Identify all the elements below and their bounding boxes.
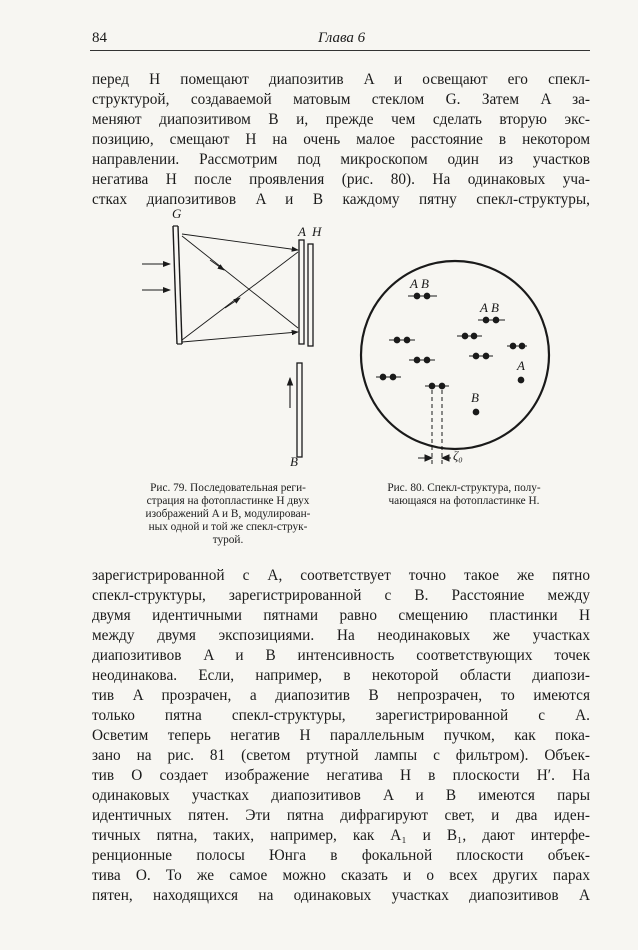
header-rule xyxy=(90,50,590,51)
text-line: зарегистрированной с A, соответствует точно такое же пятно xyxy=(92,567,590,584)
caption-line: чающаяся на фотопластинке H. xyxy=(388,495,540,507)
text-line: пятен, находящихся на одинаковых участках диапозитивов A xyxy=(92,887,590,904)
plate-a xyxy=(299,240,304,344)
caption-line: ных одной и той же спекл-струк- xyxy=(148,521,308,533)
text-line: направлении. Рассмотрим под микроскопом один из участков xyxy=(92,151,590,168)
caption-line: страция на фотопластинке H двух xyxy=(146,495,310,507)
caption-line: Рис. 79. Последовательная реги- xyxy=(150,482,306,494)
text-line: тива O. То же самое можно сказать и о всех других парах xyxy=(92,867,590,884)
caption-figure-79 xyxy=(114,482,342,547)
paragraph-top xyxy=(92,70,590,210)
microscope-field xyxy=(361,261,549,449)
text-line: позицию, смещают H на очень малое расстояние в некотором xyxy=(92,131,590,148)
displacement-guides xyxy=(432,390,442,464)
ground-glass-plate xyxy=(173,226,182,344)
label-b-single: B xyxy=(471,390,479,405)
text-line: стках диапозитивов A и B каждому пятну спекл-структуры, xyxy=(92,191,590,208)
label-h: H xyxy=(312,224,322,239)
text-line: двумя идентичными пятнами равно смещению пластинки H xyxy=(92,607,590,624)
text-line: только пятна спекл-структуры, зарегистрированной с A. xyxy=(92,707,590,724)
paragraph-bottom xyxy=(92,566,590,906)
text-line: Осветим теперь негатив H параллельным пучком, как пока- xyxy=(92,727,590,744)
speckle-pairs xyxy=(376,293,527,415)
text-line: спекл-структуры, зарегистрированной с B. Расстояние между xyxy=(92,587,590,604)
figure-79-svg xyxy=(130,200,340,475)
text-line: тичных пятна, таких, например, как A₁ и B₁, дают интерфе- xyxy=(92,827,590,844)
text-line: структурой, создаваемой матовым стеклом G. Затем A за- xyxy=(92,91,590,108)
chapter-title: Глава 6 xyxy=(318,30,366,46)
page-number: 84 xyxy=(92,30,107,46)
text-line: одинаковых участках диапозитивов A и B имеются пары xyxy=(92,787,590,804)
text-line: ренционные полосы Юнга в фокальной плоскости объек- xyxy=(92,847,590,864)
plate-h xyxy=(308,244,313,346)
text-line: диапозитивов A и B интенсивность соответствующих точек xyxy=(92,647,590,664)
label-g: G xyxy=(172,206,182,221)
label-a-single: A xyxy=(517,358,525,373)
plate-b xyxy=(297,363,302,457)
figure-80-svg xyxy=(355,248,580,478)
caption-figure-80 xyxy=(356,482,572,508)
text-line: тив O создает изображение негатива H в плоскости H′. На xyxy=(92,767,590,784)
text-line: между двумя экспозициями. На неодинаковых же участках xyxy=(92,627,590,644)
light-rays xyxy=(182,234,298,342)
text-line: меняют диапозитивом B и, прежде чем сделать вторую экс- xyxy=(92,111,590,128)
label-a: A xyxy=(298,224,306,239)
caption-line: турой. xyxy=(212,534,244,546)
text-line: тив A прозрачен, а диапозитив B непрозрачен, то имеются xyxy=(92,687,590,704)
text-line: идентичных пятен. Эти пятна дифрагируют свет, и два иден- xyxy=(92,807,590,824)
text-line: зано на рис. 81 (светом ртутной лампы с фильтром). Объек- xyxy=(92,747,590,764)
figure-80-diagram xyxy=(355,248,580,478)
displacement-dimension xyxy=(418,455,451,461)
page-header xyxy=(92,30,592,50)
text-line: негатива H после проявления (рис. 80). На одинаковых уча- xyxy=(92,171,590,188)
label-zeta: ζ₀ xyxy=(453,448,463,463)
label-b: B xyxy=(290,454,298,469)
text-line: неодинакова. Если, например, в некоторой области диапози- xyxy=(92,667,590,684)
text-line: перед H помещают диапозитив A и освещают его спекл- xyxy=(92,71,590,88)
caption-line: изображений A и B, модулирован- xyxy=(145,508,311,520)
figure-79-diagram xyxy=(130,200,340,475)
label-ab-2: A B xyxy=(480,300,499,315)
caption-line: Рис. 80. Спекл-структура, полу- xyxy=(387,482,541,494)
label-ab-1: A B xyxy=(410,276,429,291)
